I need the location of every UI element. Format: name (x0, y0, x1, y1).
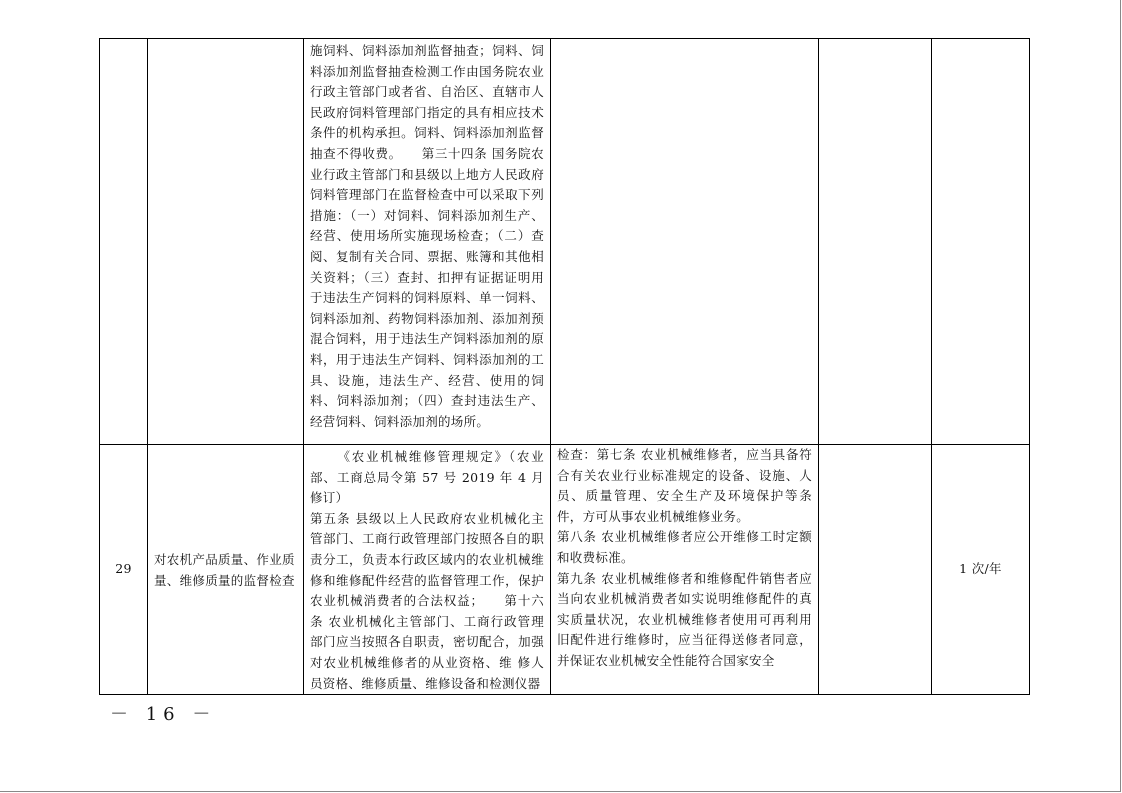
law-paragraph: 《农业机械维修管理规定》（农业部、工商总局令第 57 号 2019 年 4 月修订） (310, 449, 544, 506)
page-number: － 16 － (110, 704, 217, 725)
row-number-cell (100, 39, 148, 445)
item-cell (148, 39, 304, 445)
check-content-cell (551, 39, 819, 445)
law-paragraph: 第五条 县级以上人民政府农业机械化主管部门、工商行政管理部门按照各自的职责分工，负责本行政区域内的农业机械维修和维修配件经营的监督管理工作，保护农业机械消费者的合法权益； 第十六条 农业机械化主管部门、工商行政管理部门应当按照各自职责，密切配合，加强对农业机械维修者的从业资格、维 修人员资格、维修质量、维修设备和检测仪器 (310, 510, 544, 691)
frequency-cell: 1 次/年 (932, 445, 1030, 695)
blank-cell (819, 39, 932, 445)
table-row (100, 445, 1030, 695)
check-content-cell (551, 445, 819, 695)
law-basis-cell (304, 39, 551, 445)
check-paragraph: 第八条 农业机械维修者应公开维修工时定额和收费标准。 (557, 529, 812, 565)
check-text (551, 445, 818, 672)
law-text (304, 445, 550, 694)
frequency-cell (932, 39, 1030, 445)
law-paragraph: 施饲料、饲料添加剂监督抽查；饲料、饲料添加剂监督抽查检测工作由国务院农业行政主管部门或者省、自治区、直辖市人民政府饲料管理部门指定的具有相应技术条件的机构承担。饲料、饲料添加剂监督抽查不得收费。 第三十四条 国务院农业行政主管部门和县级以上地方人民政府饲料管理部门在监督检查中可以采取下列措施：（一）对饲料、饲料添加剂生产、经营、使用场所实施现场检查；（二）查阅、复制有关合同、票据、账簿和其他相关资料；（三）查封、扣押有证据证明用于违法生产饲料的饲料原料、单一饲料、饲料添加剂、药物饲料添加剂、添加剂预混合饲料，用于违法生产饲料添加剂的原料，用于违法生产饲料、饲料添加剂的工具、设施，违法生产、经营、使用的饲料、饲料添加剂；（四）查封违法生产、经营饲料、饲料添加剂的场所。 (310, 43, 544, 429)
check-paragraph: 第九条 农业机械维修者和维修配件销售者应当向农业机械消费者如实说明维修配件的真实质量状况，农业机械维修者使用可再利用旧配件进行维修时，应当征得送修者同意，并保证农业机械安全性能符合国家安全 (557, 570, 812, 668)
inspection-table (99, 38, 1030, 695)
row-number-cell: 29 (100, 445, 148, 695)
check-paragraph: 检查：第七条 农业机械维修者，应当具备符合有关农业行业标准规定的设备、设施、人员、质量管理、安全生产及环境保护等条件，方可从事农业机械维修业务。 (557, 447, 812, 524)
law-text (304, 39, 550, 432)
table-row (100, 39, 1030, 445)
blank-cell (819, 445, 932, 695)
law-basis-cell (304, 445, 551, 695)
item-cell: 对农机产品质量、作业质量、维修质量的监督检查 (148, 445, 304, 695)
